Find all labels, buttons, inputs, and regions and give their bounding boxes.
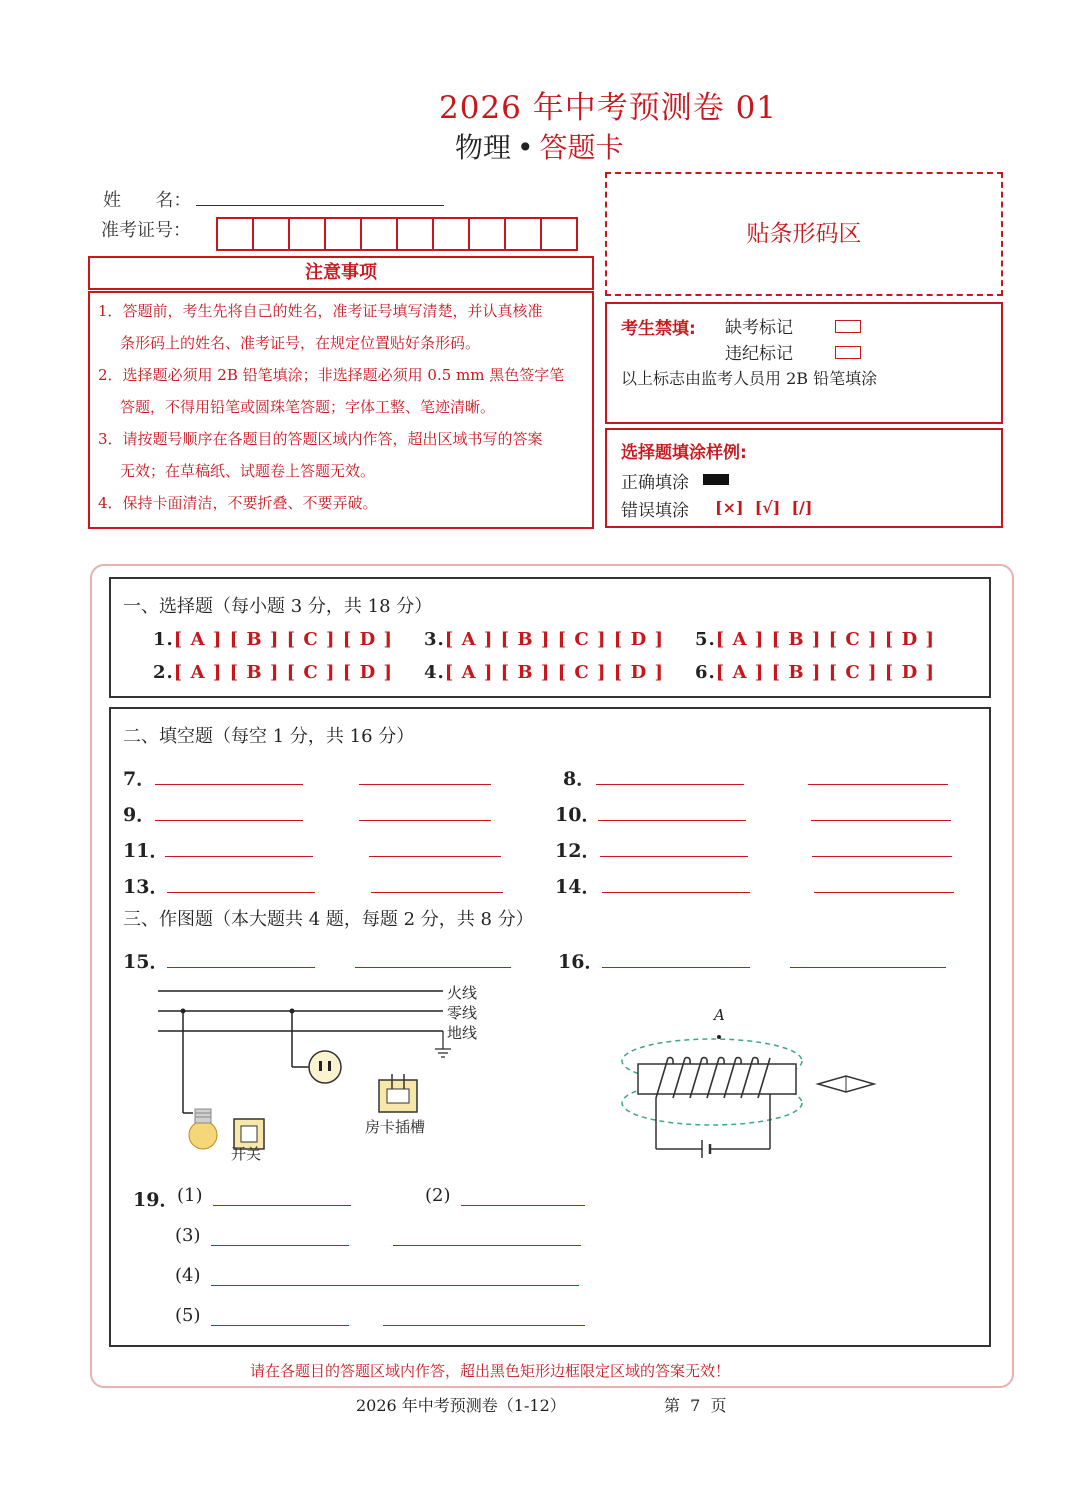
question-number: 15．	[123, 951, 169, 973]
notice-line: 答题，不得用铅笔或圆珠笔答题；字体工整、笔迹清晰。	[120, 398, 496, 416]
absent-mark-box[interactable]	[835, 316, 861, 335]
choice-section-title: 一、选择题（每小题 3 分，共 18 分）	[123, 596, 433, 617]
question-number: 8．	[563, 768, 596, 790]
answer-line[interactable]	[167, 892, 315, 893]
answer-line[interactable]	[808, 784, 948, 785]
q19-part-label: (3)	[175, 1225, 201, 1246]
light-bulb-icon	[189, 1109, 217, 1149]
answer-line[interactable]	[596, 784, 744, 785]
live-wire-label: 火线	[447, 984, 478, 1002]
q19-part-label: (5)	[175, 1305, 201, 1326]
exam-name: 2026 年中考预测卷（1-12）	[356, 1396, 566, 1415]
compass-needle-icon	[818, 1076, 874, 1092]
id-number-boxes[interactable]	[216, 217, 578, 251]
filled-mark-sample	[703, 474, 729, 485]
answer-line[interactable]	[598, 820, 746, 821]
choice-row-5[interactable]: 5.[ A ] [ B ] [ C ] [ D ]	[695, 629, 935, 650]
question-number: 13．	[123, 876, 169, 898]
fill-blank-section	[109, 707, 991, 1347]
id-label: 准考证号：	[101, 220, 191, 241]
answer-line[interactable]	[602, 892, 750, 893]
question-number: 16．	[558, 951, 604, 973]
choice-row-2[interactable]: 2.[ A ] [ B ] [ C ] [ D ]	[153, 662, 393, 683]
solenoid-diagram	[616, 1004, 896, 1164]
question-number: 10．	[555, 804, 601, 826]
violation-mark-box[interactable]	[835, 342, 861, 361]
question-number: 12．	[555, 840, 601, 862]
switch-label: 开关	[231, 1145, 262, 1163]
answer-line[interactable]	[165, 856, 313, 857]
answer-line[interactable]	[811, 820, 951, 821]
subject-label: 物理	[455, 131, 512, 164]
fill-blank-title: 二、填空题（每空 1 分，共 16 分）	[123, 726, 415, 747]
notice-heading: 注意事项	[88, 256, 594, 290]
name-label: 姓 名：	[103, 190, 192, 211]
question-number: 14．	[555, 876, 601, 898]
name-field[interactable]	[196, 205, 444, 206]
question-number: 11．	[123, 840, 169, 862]
neutral-wire-label: 零线	[447, 1004, 478, 1022]
answer-line[interactable]	[814, 892, 954, 893]
answer-line[interactable]	[155, 820, 303, 821]
forbidden-note: 以上标志由监考人员用 2B 铅笔填涂	[621, 369, 878, 388]
answer-line[interactable]	[790, 967, 946, 968]
answer-line[interactable]	[812, 856, 952, 857]
notice-line: 4．保持卡面清洁，不要折叠、不要弄破。	[98, 494, 378, 512]
q19-part-label: (2)	[425, 1185, 451, 1206]
socket-icon	[309, 1051, 341, 1083]
answer-line[interactable]	[355, 967, 511, 968]
exam-footer	[356, 1393, 726, 1416]
forbidden-box	[605, 302, 1003, 424]
drawing-section-title: 三、作图题（本大题共 4 题，每题 2 分，共 8 分）	[123, 909, 534, 930]
question-number: 19．	[133, 1189, 179, 1211]
choice-row-1[interactable]: 1.[ A ] [ B ] [ C ] [ D ]	[153, 629, 393, 650]
wrong-marks: [×] [√] [/]	[715, 498, 813, 517]
exam-title: 2026 年中考预测卷 01	[438, 90, 778, 126]
sample-box	[605, 428, 1003, 528]
correct-label: 正确填涂	[621, 473, 689, 493]
answer-line[interactable]	[211, 1285, 579, 1286]
point-a-label: A	[714, 1006, 725, 1024]
notice-line: 3．请按题号顺序在各题目的答题区域内作答，超出区域书写的答案	[98, 430, 543, 448]
sample-heading: 选择题填涂样例:	[621, 443, 747, 463]
answer-line[interactable]	[393, 1245, 581, 1246]
page-number: 第 7 页	[663, 1396, 727, 1415]
answer-line[interactable]	[211, 1325, 349, 1326]
answer-area-warning: 请在各题目的答题区域内作答，超出黑色矩形边框限定区域的答案无效！	[249, 1362, 730, 1380]
question-number: 7．	[123, 768, 156, 790]
notice-line: 条形码上的姓名、准考证号，在规定位置贴好条形码。	[120, 334, 481, 352]
answer-line[interactable]	[167, 967, 315, 968]
answer-line[interactable]	[155, 784, 303, 785]
answer-line[interactable]	[359, 784, 491, 785]
answer-line[interactable]	[213, 1205, 351, 1206]
forbidden-heading: 考生禁填:	[621, 319, 696, 339]
card-label: 答题卡	[539, 131, 624, 164]
notice-line: 2．选择题必须用 2B 铅笔填涂；非选择题必须用 0.5 mm 黑色签字笔	[98, 366, 565, 384]
subtitle: 物理 • 答题卡	[455, 131, 624, 164]
answer-line[interactable]	[461, 1205, 585, 1206]
violation-label: 违纪标记	[725, 344, 793, 364]
notice-box	[88, 291, 594, 529]
answer-line[interactable]	[369, 856, 501, 857]
barcode-area: 贴条形码区	[605, 172, 1003, 296]
wrong-label: 错误填涂	[621, 501, 689, 521]
notice-line: 1．答题前，考生先将自己的姓名，准考证号填写清楚，并认真核准	[98, 302, 543, 320]
answer-line[interactable]	[383, 1325, 585, 1326]
card-slot-label: 房卡插槽	[365, 1118, 426, 1136]
ground-wire-label: 地线	[447, 1024, 478, 1042]
choice-row-3[interactable]: 3.[ A ] [ B ] [ C ] [ D ]	[424, 629, 664, 650]
answer-line[interactable]	[211, 1245, 349, 1246]
choice-section	[109, 577, 991, 698]
absent-label: 缺考标记	[725, 318, 793, 338]
question-number: 9．	[123, 804, 156, 826]
choice-row-4[interactable]: 4.[ A ] [ B ] [ C ] [ D ]	[424, 662, 664, 683]
q19-part-label: (1)	[177, 1185, 203, 1206]
answer-line[interactable]	[602, 967, 750, 968]
answer-line[interactable]	[371, 892, 503, 893]
household-circuit-diagram	[151, 979, 491, 1159]
answer-line[interactable]	[600, 856, 748, 857]
notice-line: 无效；在草稿纸、试题卷上答题无效。	[120, 462, 376, 480]
answer-line[interactable]	[359, 820, 491, 821]
q19-part-label: (4)	[175, 1265, 201, 1286]
choice-row-6[interactable]: 6.[ A ] [ B ] [ C ] [ D ]	[695, 662, 935, 683]
